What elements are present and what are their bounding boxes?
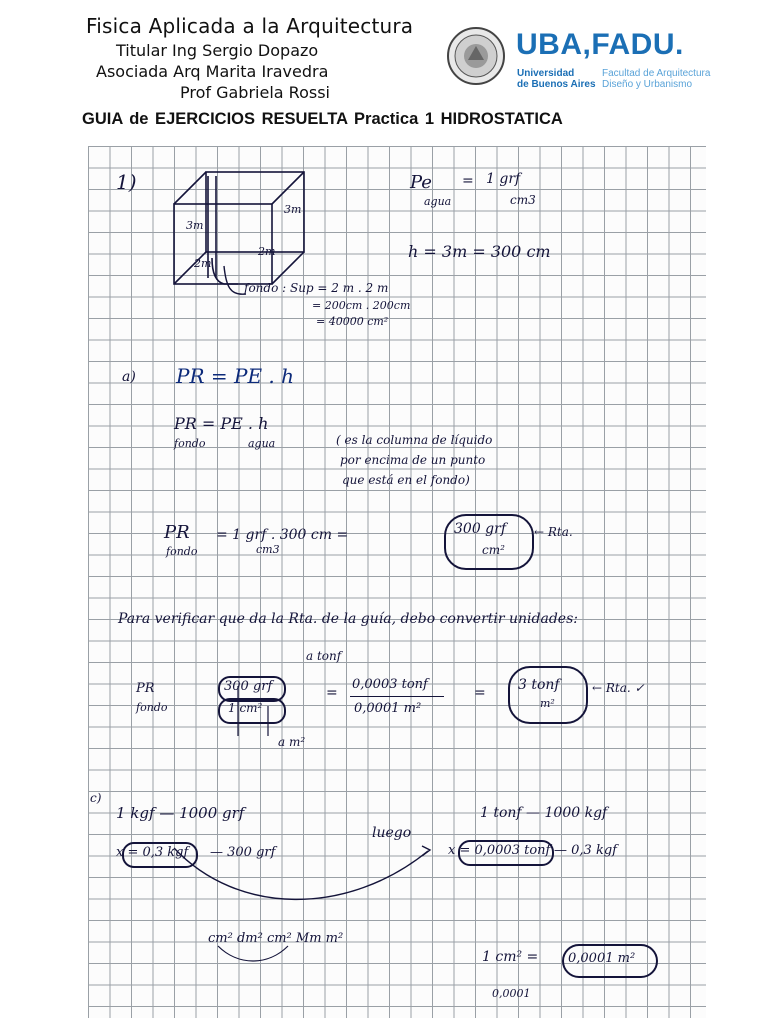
document-header [0,0,768,140]
university-seal-icon [446,26,506,86]
conv-numerator: 300 grf [224,679,273,694]
calc-unit: cm3 [256,543,280,556]
guide-title: GUIA de EJERCICIOS RESUELTA Practica 1 HIDROSTATICA [82,110,563,128]
kgf-conversion-line: 1 kgf — 1000 grf [116,804,245,822]
bottom-note: 0,0001 [492,987,531,1000]
calc-equation: = 1 grf . 300 cm = [216,527,349,543]
to-m2-note: a m² [278,735,306,749]
result-answer-arrow: ← Rta. [534,525,573,539]
tonf-conversion-line: 1 tonf — 1000 kgf [480,805,608,821]
cm2-equation: 1 cm² = [482,949,539,965]
conv-fraction-numerator: 0,0003 tonf [352,677,428,692]
pr-fondo-line: PR = PE . h [174,414,269,433]
graph-paper-sheet [88,146,706,1018]
cm2-result: 0,0001 m² [568,951,636,966]
cube-column-label: 3m [186,219,204,232]
luego-note: luego [372,825,412,841]
explanation-line-2: por encima de un punto [340,453,486,467]
pe-unit: cm3 [510,193,536,207]
result-numerator: 300 grf [454,521,507,537]
course-title: Fisica Aplicada a la Arquitectura [86,14,414,38]
cube-depth-label: 2m [258,245,276,258]
final-numerator: 3 tonf [518,677,560,693]
final-answer-arrow: ← Rta. ✓ [592,681,645,695]
titular-line: Titular Ing Sergio Dopazo [116,41,319,60]
kgf-x-value: x = 0,3 kgf [116,845,189,860]
cube-height-label: 3m [284,203,302,216]
conv-equals-2: = [474,685,486,701]
logo-faculty-text: Facultad de Arquitectura Diseño y Urbanismo [602,68,711,90]
prof-line: Prof Gabriela Rossi [180,83,330,102]
asociada-line: Asociada Arq Marita Iravedra [96,62,329,81]
pe-equals: = [462,173,474,189]
conv-fondo-subscript: fondo [136,701,168,714]
calc-lhs: PR [164,522,190,543]
explanation-line-3: que está en el fondo) [342,473,470,487]
height-equation: h = 3m = 300 cm [408,242,551,261]
to-tonf-note: a tonf [306,649,342,663]
explanation-line-1: ( es la columna de líquido [336,433,493,447]
problem-number: 1) [116,170,137,194]
unit-chain: cm² dm² cm² Mm m² [208,931,344,946]
part-c-label: c) [90,791,102,805]
fondo-area-line-2: = 200cm . 200cm [312,299,411,312]
conv-lhs: PR [136,681,155,696]
pe-label: Pe [410,172,432,193]
kgf-rhs: — 300 grf [210,845,276,860]
pressure-formula: PR = PE . h [176,364,294,388]
conv-fraction-denominator: 0,0001 m² [354,701,422,716]
conv-denominator: 1 cm² [228,701,263,715]
final-denominator: m² [540,697,555,710]
pr-fondo-subscript: fondo [174,437,206,450]
calc-fondo-subscript: fondo [166,545,198,558]
cube-diagram [88,146,706,1018]
part-a-label: a) [122,369,136,385]
conv-fraction-bar [350,696,444,697]
pe-subscript: agua [424,195,452,208]
conv-equals: = [326,685,338,701]
tonf-x-value: x = 0,0003 tonf [448,843,551,858]
result-denominator: cm² [482,543,505,557]
uba-fadu-logo: UBA,FADU. [516,28,684,61]
pe-agua-subscript: agua [248,437,276,450]
cube-width-label: 2m [194,257,212,270]
final-result-cloud [508,666,588,724]
pe-value: 1 grf [486,171,521,187]
tonf-rhs: — 0,3 kgf [554,843,617,858]
logo-university-text: Universidad de Buenos Aires [517,68,596,90]
verify-units-text: Para verificar que da la Rta. de la guía, debo convertir unidades: [118,611,578,627]
fondo-area-line-1: fondo : Sup = 2 m . 2 m [244,281,389,295]
fondo-area-line-3: = 40000 cm² [316,315,389,328]
